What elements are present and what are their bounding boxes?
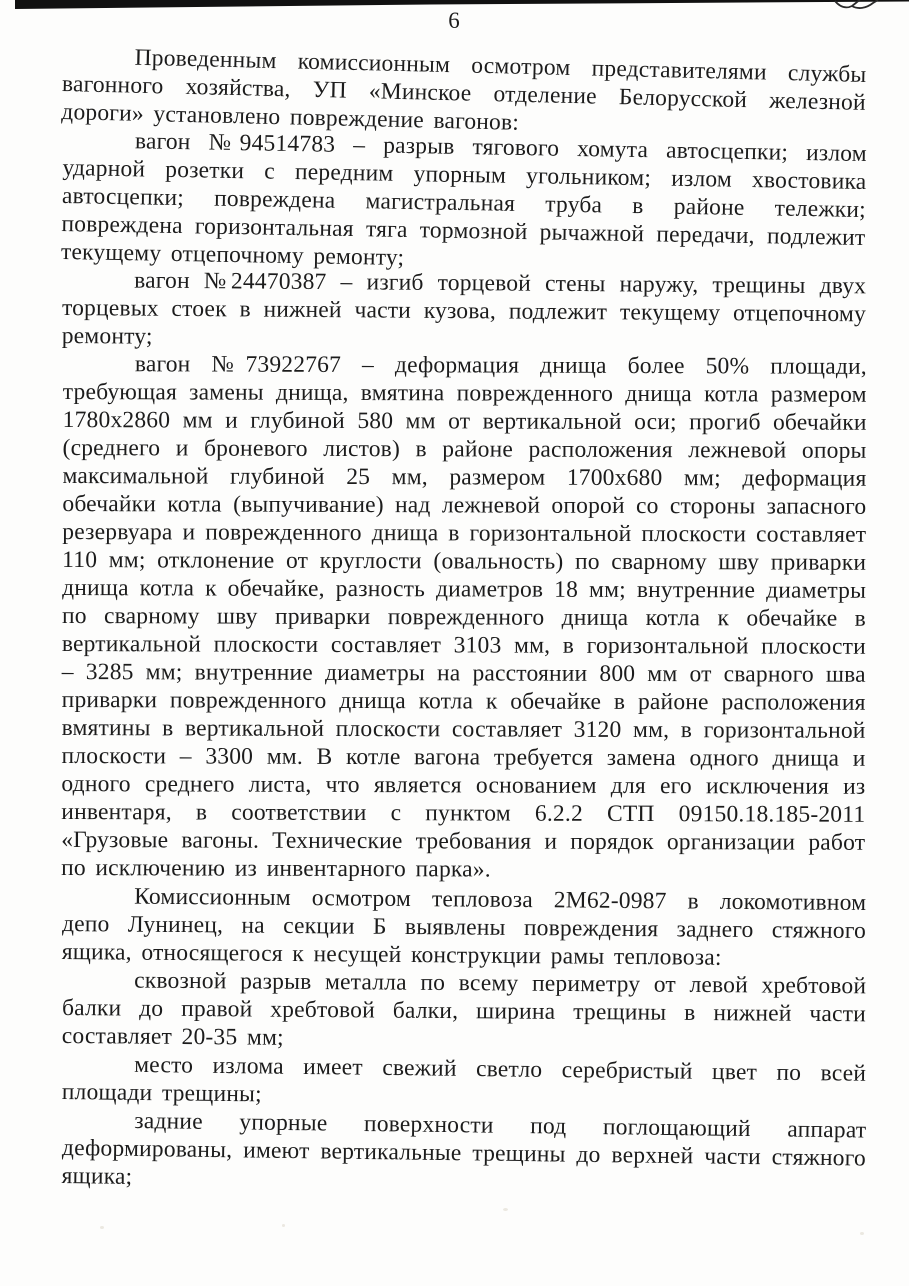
paragraph-fracture-color: место излома имеет свежий светло серебристый цвет по всей площади трещины; <box>61 1051 867 1108</box>
scan-speck <box>100 1226 104 1229</box>
paragraph-metal-rupture: сквозной разрыв металла по всему периметру от левой хребтовой балки до правой хребтовой балки, ширина трещины в нижней части составляет 20-35 мм; <box>61 967 867 1051</box>
scan-speck <box>860 1232 864 1235</box>
paragraph-locomotive-inspection: Комиссионным осмотром тепловоза 2М62-0987 в локомотивном депо Лунинец, на секции Б выявлены повреждения заднего стяжного ящика, относящегося к несущей конструкции рамы тепловоза: <box>61 883 867 971</box>
page-number: 6 <box>448 8 461 33</box>
paragraph-wagon-24470387: вагон №24470387 – изгиб торцевой стены наружу, трещины двух торцевых стоек в нижней части кузова, подлежит текущему отцепочному ремонту; <box>61 267 867 350</box>
paragraph-commission-intro: Проведенным комиссионным осмотром представителями службы вагонного хозяйства, УП «Минское отделение Белорусской железной дороги» установлено повреждение вагонов: <box>61 44 867 136</box>
paragraph-wagon-94514783: вагон №94514783 – разрыв тягового хомута автосцепки; излом ударной розетки с передним упорным угольником; излом хвостовика автосцепки; повреждена магистральная труба в районе тележки; повреждена горизонтальная тяга тормозной рычажной передачи, подлежит текущему отцепочному ремонту; <box>60 128 868 271</box>
document-body <box>62 42 866 1190</box>
paragraph-rear-surfaces: задние упорные поверхности под поглощающий аппарат деформированы, имеют вертикальные трещины до верхней части стяжного ящика; <box>61 1107 867 1190</box>
paragraph-wagon-73922767: вагон №73922767 – деформация днища более 50% площади, требующая замены днища, вмятина поврежденного днища котла размером 1780х2860 мм и глубиной 580 мм от вертикальной оси; прогиб обечайки (среднего и броневого листов) в районе расположения лежневой опоры максимальной глубиной 25 мм, размером 1700х680 мм; деформация обечайки котла (выпучивание) над лежневой опорой со стороны запасного резервуара и поврежденного днища в горизонтальной плоскости составляет 110 мм; отклонение от круглости (овальность) по сварному шву приварки днища котла к обечайке, разность диаметров 18 мм; внутренние диаметры по сварному шву приварки поврежденного днища котла к обечайке в вертикальной плоскости составляет 3103 мм, в горизонтальной плоскости – 3285 мм; внутренние диаметры на расстоянии 800 мм от сварного шва приварки поврежденного днища котла к обечайке в районе расположения вмятины в вертикальной плоскости составляет 3120 мм, в горизонтальной плоскости – 3300 мм. В котле вагона требуется замена одного днища и одного среднего листа, что является основанием для его исключения из инвентаря, в соответствии с пунктом 6.2.2 СТП 09150.18.185-2011 «Грузовые вагоны. Технические требования и порядок организации работ по исключению из инвентарного парка». <box>61 351 867 883</box>
scan-speck <box>282 1224 285 1227</box>
scan-speck <box>503 1208 508 1211</box>
